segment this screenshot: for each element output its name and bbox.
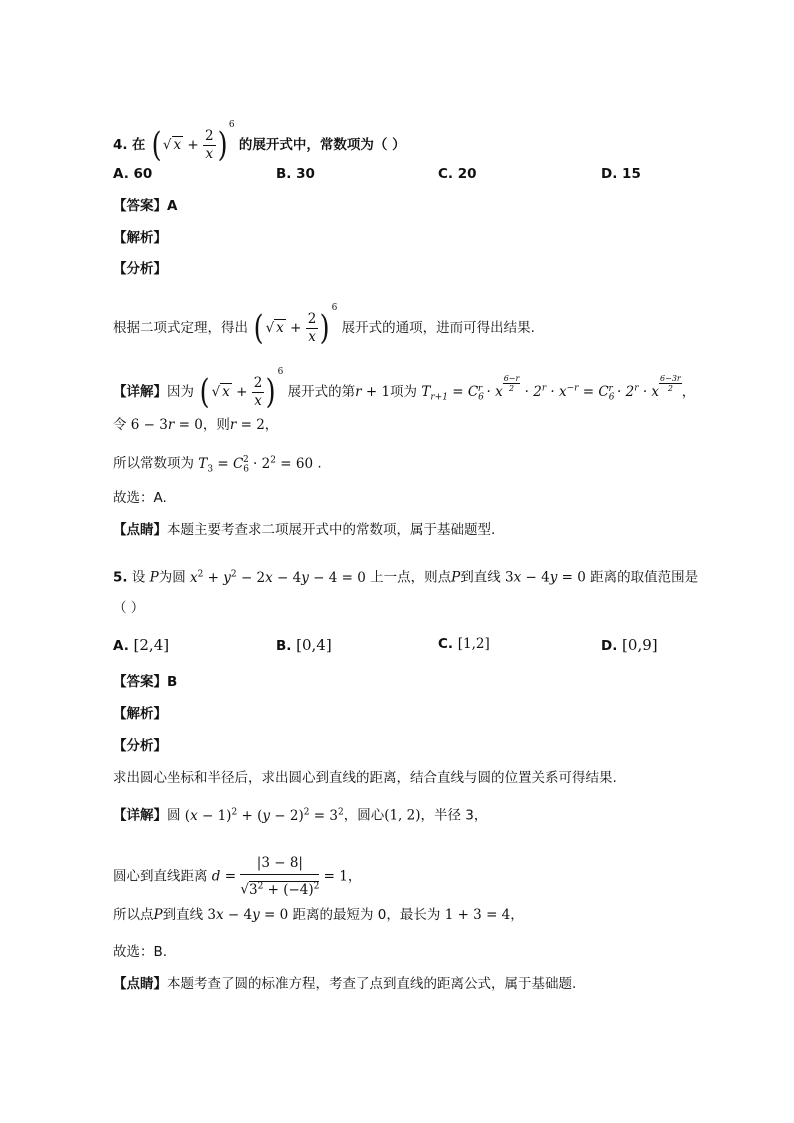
option-label: A. <box>113 166 129 182</box>
option-value: 30 <box>296 166 315 182</box>
q4-then: ，则 <box>202 417 230 433</box>
q5-analysis-tag: 【解析】 <box>113 706 167 722</box>
q5-option-a[interactable] <box>113 636 169 654</box>
q4-fenxi-tag: 【分析】 <box>113 261 167 277</box>
q4-stem-suffix: 的展开式中，常数项为（ ） <box>238 137 406 153</box>
q4-option-c[interactable] <box>438 166 477 182</box>
q5-detail-c: ，半径 3， <box>420 807 488 824</box>
q4-stem <box>113 115 406 163</box>
q5-fenxi-tag: 【分析】 <box>113 738 167 754</box>
q5-fenxi: 求出圆心坐标和半径后，求出圆心到直线的距离，结合直线与圆的位置关系可得结果. <box>113 770 617 786</box>
q4-equation: 6 − 3r = 0 <box>130 417 203 433</box>
q5-choose: 故选：B. <box>113 944 168 960</box>
q4-let-text: 令 <box>113 417 127 433</box>
q5-option-c[interactable] <box>438 636 490 652</box>
q5-stem-paren: （ ） <box>113 600 145 616</box>
q4-detail-formula: ( √ x + $\frac{2}{x}$ ) $^6$ <box>199 367 284 412</box>
q5-stem-c: 上一点，则点 <box>370 569 452 586</box>
q4-comment <box>113 520 495 540</box>
q4-so-text: 所以常数项为 <box>113 455 194 472</box>
q4-detail-mid2: 项为 <box>390 384 418 400</box>
q4-binomial-formula: ( √ x + $\frac{2}{x}$ ) $^6$ <box>151 120 235 165</box>
q4-comment-tag: 【点睛】 <box>113 522 167 538</box>
q5-comment <box>113 974 576 994</box>
option-value: [1,2] <box>457 636 490 652</box>
q5-so-a: 所以点 <box>113 907 154 923</box>
option-value: [0,4] <box>296 636 332 654</box>
q5-answer <box>113 672 177 692</box>
option-value: [0,9] <box>622 636 658 654</box>
q5-detail <box>113 802 487 826</box>
q4-option-d[interactable] <box>601 166 641 182</box>
answer-tag: 【答案】 <box>113 198 167 214</box>
option-value: 60 <box>133 166 153 182</box>
answer-tag: 【答案】 <box>113 674 167 690</box>
q5-point-p3: P <box>153 907 163 923</box>
answer-value: B <box>167 674 178 690</box>
q4-option-b[interactable] <box>276 166 315 182</box>
q4-r-value: r <box>229 417 237 433</box>
q5-max: 1 + 3 = 4 <box>444 907 511 923</box>
q5-dist-prefix: 圆心到直线距离 <box>113 868 208 885</box>
option-value: 20 <box>457 166 477 182</box>
option-value: [2,4] <box>133 636 170 654</box>
q4-analysis-tag: 【解析】 <box>113 230 167 246</box>
q5-distance-fraction: $\frac{|3 - 8|}{√3^2 + (-4)^2}$ <box>240 852 319 901</box>
q4-number: 4. <box>113 137 128 153</box>
q5-conclusion: 所以点P到直线 3x − 4y = 0 距离的最短为 0，最长为 1 + 3 = 4， <box>113 907 524 923</box>
option-value: 15 <box>622 166 641 182</box>
option-label: B. <box>276 638 292 654</box>
q5-comment-text: 本题考查了圆的标准方程，考查了点到直线的距离公式，属于基础题. <box>167 976 577 992</box>
q5-circle-eq: $x^2 + y^2 - 2x - 4y - 4 = 0$ <box>190 569 366 586</box>
q4-choose: 故选：A. <box>113 490 167 506</box>
q5-comment-tag: 【点睛】 <box>113 976 167 992</box>
q5-option-b[interactable] <box>276 636 332 654</box>
q4-fenxi-formula: ( √ x + $\frac{2}{x}$ ) $^6$ <box>253 303 338 348</box>
q4-option-a[interactable] <box>113 166 152 182</box>
q5-stem-e: 距离的取值范围是 <box>590 569 699 586</box>
option-label: D. <box>601 166 618 182</box>
q4-let: 令 6 − 3r = 0，则r = 2， <box>113 417 279 433</box>
q4-fenxi-suffix: 展开式的通项，进而可得出结果. <box>341 320 535 336</box>
q5-stem-a: 设 <box>131 569 146 586</box>
q4-detail-tag: 【详解】 <box>113 384 167 400</box>
q4-stem-prefix: 在 <box>131 137 146 153</box>
option-label: D. <box>601 638 618 654</box>
q4-detail-prefix: 因为 <box>167 384 194 400</box>
q5-distance: 圆心到直线距离 d = $\frac{|3 - 8|}{√3^2 + (-4)^2}$ = 1， <box>113 852 361 901</box>
option-label: B. <box>276 166 292 182</box>
q4-detail-mid: 展开式的第 <box>287 384 356 400</box>
q4-fenxi-prefix: 根据二项式定理，得出 <box>113 320 248 336</box>
q5-detail-a: 圆 <box>167 807 181 824</box>
q5-std-eq: $(x - 1)^2 + (y - 2)^2 = 3^2$ <box>184 807 344 824</box>
q5-detail-tag: 【详解】 <box>113 807 167 824</box>
answer-value: A <box>167 198 178 214</box>
q4-detail: 【详解】因为 ( √ x + $\frac{2}{x}$ ) $^6$ 展开式的第r + 1项为 $T_{r+1} = C_6^r \cdot x$ $\frac{6-r}{2}$ · $2^r \cdot x^{-r} = C_6^r \cdot 2^r \cdot x$ $\frac{6-3r}{2}$ ， <box>113 367 696 412</box>
q5-point-p: P <box>149 569 159 586</box>
q5-line-eq: 3x − 4y = 0 <box>505 569 586 586</box>
q4-answer <box>113 196 177 216</box>
q4-term-index: r <box>355 384 362 400</box>
q4-general-term: $T_{r+1} = C_6^r \cdot x$ $\frac{6-r}{2}$ · $2^r \cdot x^{-r} = C_6^r \cdot 2^r \cdot x$ $\frac{6-3r}{2}$ <box>421 373 681 403</box>
q5-so-c: 距离的最短为 0，最长为 <box>292 907 441 923</box>
q5-stem-d: 到直线 <box>460 569 501 586</box>
q4-constant-formula: $T_3 = C_6^2 \cdot 2^2 = 60$ <box>198 455 314 475</box>
q5-detail-b: ，圆心 <box>343 807 385 824</box>
q5-number: 5. <box>113 569 128 586</box>
q4-comment-text: 本题主要考查求二项展开式中的常数项，属于基础题型. <box>167 522 496 538</box>
q5-point-p2: P <box>451 569 461 586</box>
q5-option-d[interactable] <box>601 636 658 654</box>
q4-constant: 所以常数项为 $T_3 = C_6^2 \cdot 2^2 = 60$ . <box>113 455 322 475</box>
option-label: C. <box>438 636 454 652</box>
option-label: C. <box>438 166 454 182</box>
q5-stem <box>113 564 698 588</box>
q5-d: d <box>211 868 221 885</box>
q5-line-eq2: 3x − 4y = 0 <box>207 907 289 923</box>
q5-center: (1, 2) <box>384 807 421 824</box>
q5-stem-b: 为圆 <box>158 569 186 586</box>
q4-fenxi <box>113 298 535 346</box>
q5-so-b: 到直线 <box>162 907 204 923</box>
option-label: A. <box>113 638 129 654</box>
